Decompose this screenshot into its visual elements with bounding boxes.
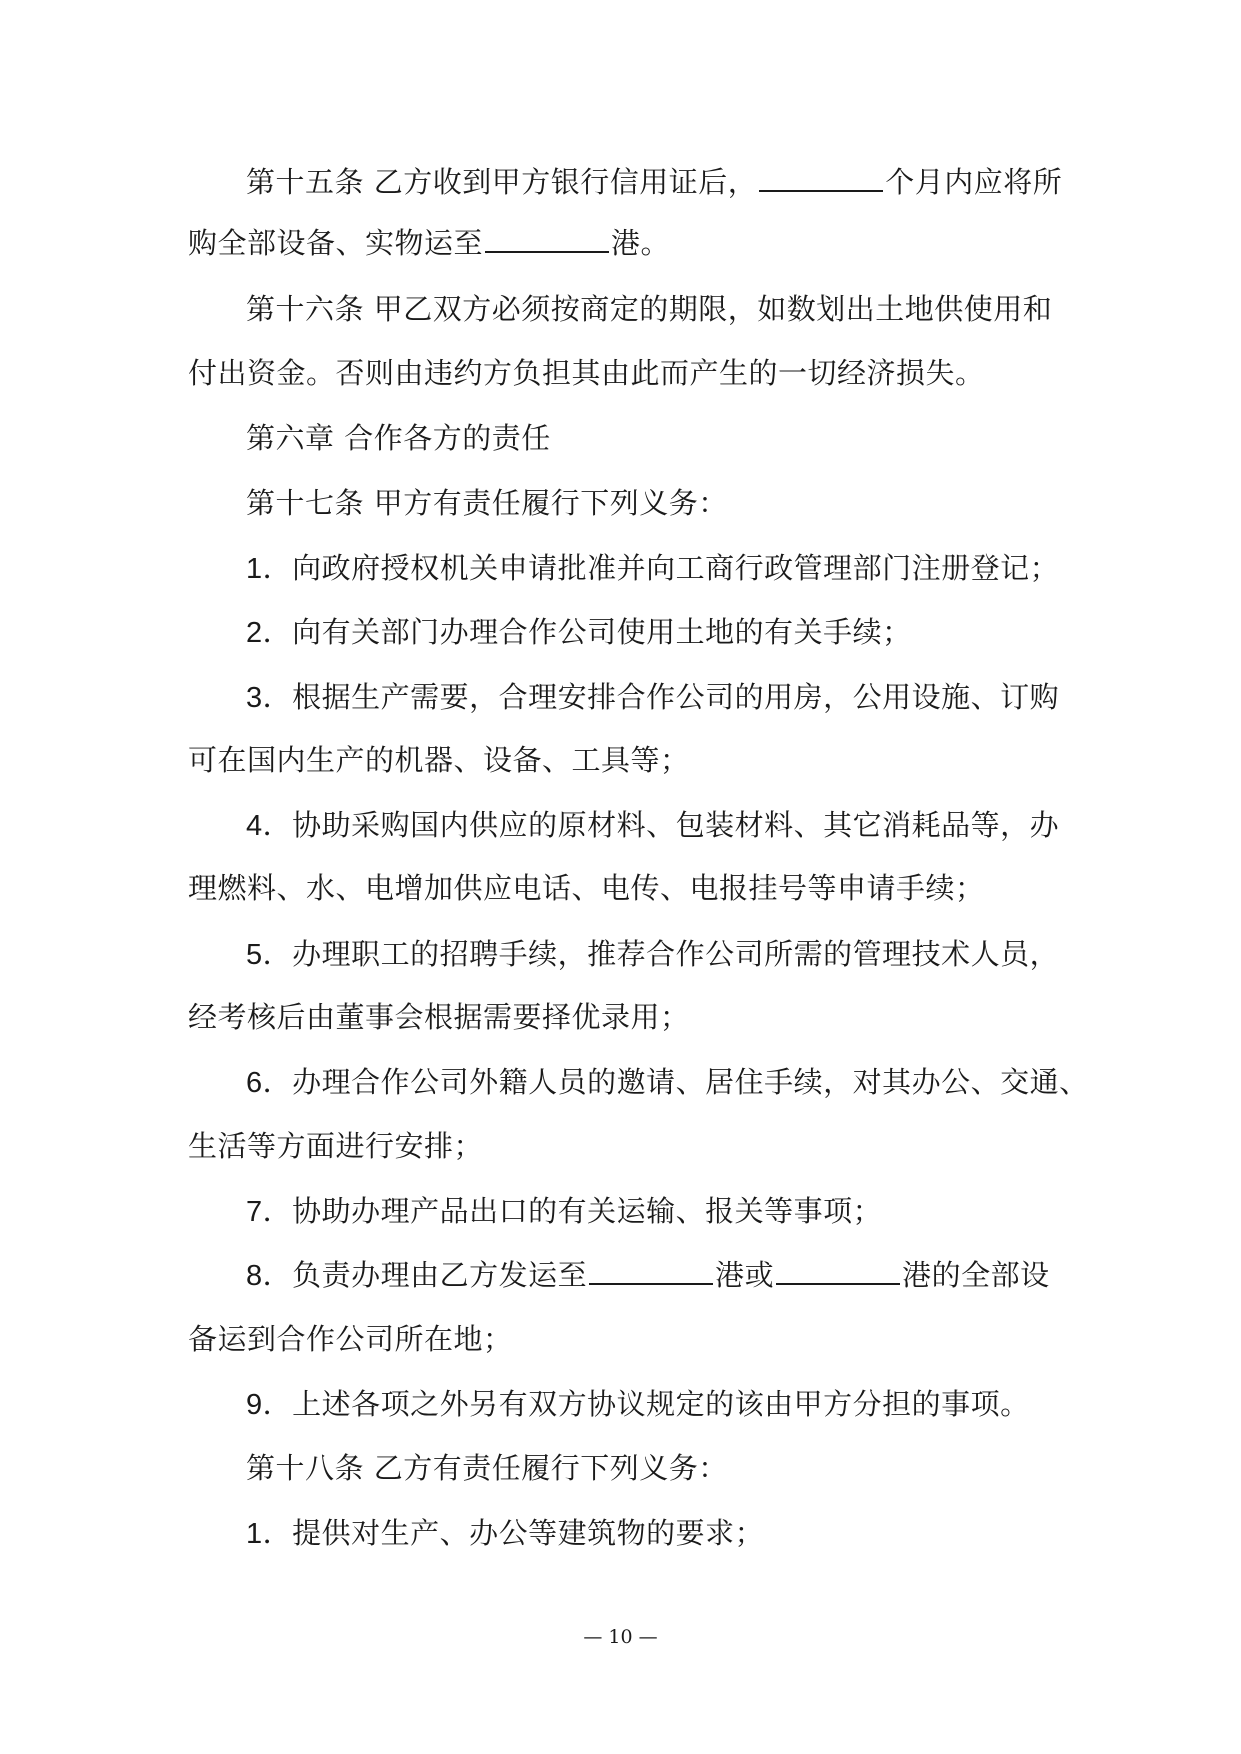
fill-blank — [759, 164, 883, 192]
list-item: 1．提供对生产、办公等建筑物的要求； — [246, 1516, 765, 1550]
list-item: 7．协助办理产品出口的有关运输、报关等事项； — [246, 1194, 883, 1228]
clause-18-heading: 第十八条 乙方有责任履行下列义务： — [246, 1451, 728, 1485]
fill-blank — [776, 1257, 900, 1285]
list-item: 8．负责办理由乙方发运至 港或 港的全部设 — [246, 1258, 1050, 1292]
clause-15-text: 第十五条 乙方收到甲方银行信用证后， — [246, 165, 758, 199]
paragraph-line: 第十五条 乙方收到甲方银行信用证后， 个月内应将所 — [246, 165, 1063, 199]
list-item: 1．向政府授权机关申请批准并向工商行政管理部门注册登记； — [246, 551, 1060, 585]
list-item: 4．协助采购国内供应的原材料、包装材料、其它消耗品等，办 — [246, 808, 1060, 842]
paragraph-line: 理燃料、水、电增加供应电话、电传、电报挂号等申请手续； — [188, 871, 985, 905]
list-item: 3．根据生产需要，合理安排合作公司的用房，公用设施、订购 — [246, 680, 1060, 714]
list-item: 2．向有关部门办理合作公司使用土地的有关手续； — [246, 615, 912, 649]
clause-17-heading: 第十七条 甲方有责任履行下列义务： — [246, 486, 728, 520]
paragraph-line: 生活等方面进行安排； — [188, 1129, 484, 1163]
fill-blank — [589, 1257, 713, 1285]
list-item: 6．办理合作公司外籍人员的邀请、居住手续，对其办公、交通、 — [246, 1065, 1089, 1099]
clause-16-line: 第十六条 甲乙双方必须按商定的期限，如数划出土地供使用和 — [246, 292, 1053, 326]
list-item: 5．办理职工的招聘手续，推荐合作公司所需的管理技术人员， — [246, 937, 1060, 971]
fill-blank — [485, 225, 609, 253]
chapter-heading: 第六章 合作各方的责任 — [246, 421, 551, 455]
paragraph-line: 购全部设备、实物运至 港。 — [188, 226, 671, 260]
paragraph-line: 备运到合作公司所在地； — [188, 1322, 513, 1356]
paragraph-line: 可在国内生产的机器、设备、工具等； — [188, 743, 690, 777]
page-number: — 10 — — [583, 1626, 658, 1648]
paragraph-line: 经考核后由董事会根据需要择优录用； — [188, 1000, 690, 1034]
list-item: 9．上述各项之外另有双方协议规定的该由甲方分担的事项。 — [246, 1387, 1030, 1421]
paragraph-line: 付出资金。否则由违约方负担其由此而产生的一切经济损失。 — [188, 356, 985, 390]
